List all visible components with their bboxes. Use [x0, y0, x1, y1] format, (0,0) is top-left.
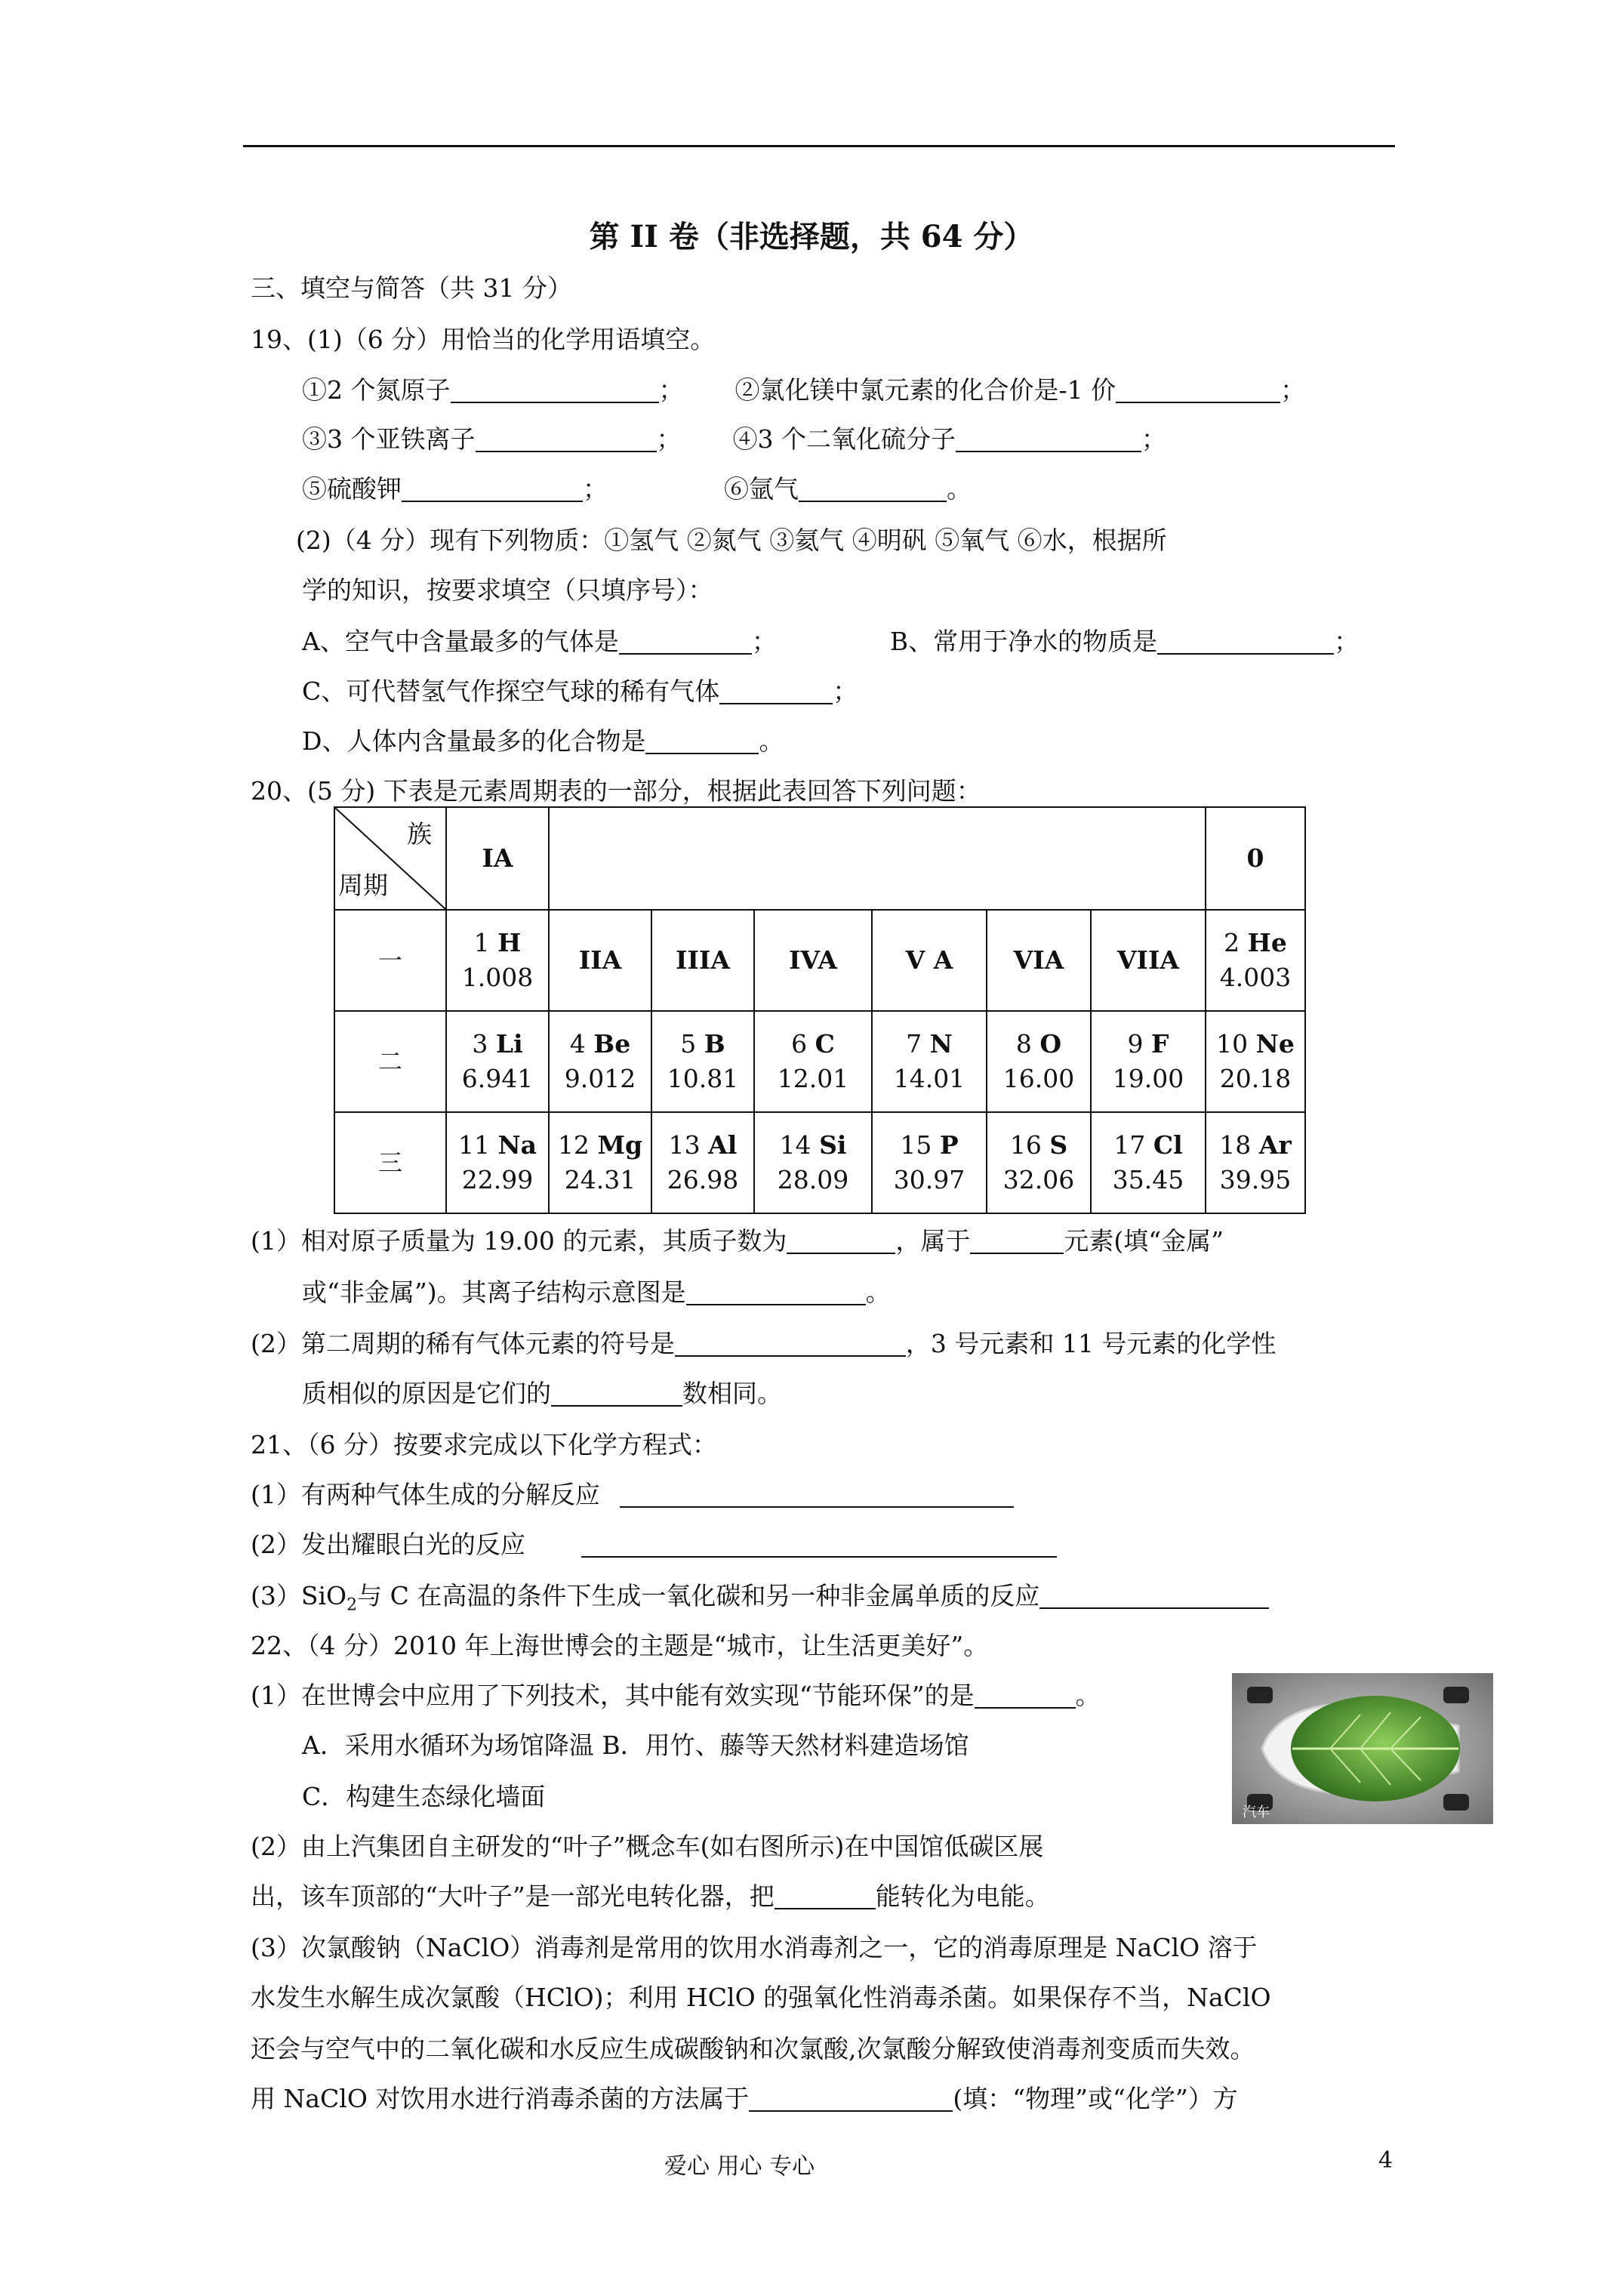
q22-s3-line1: (3）次氯酸钠（NaClO）消毒剂是常用的饮用水消毒剂之一，它的消毒原理是 NaClO 溶于: [251, 1933, 1258, 1962]
svg-text:汽车: 汽车: [1243, 1804, 1270, 1820]
q20-s1-line2: 或“非金属”)。其离子结构示意图是 。: [302, 1277, 891, 1307]
periodic-table: [334, 806, 1306, 1214]
element-cell: 6 C 12.01: [754, 1011, 872, 1112]
q21-s2: (2）发出耀眼白光的反应: [251, 1530, 1057, 1560]
answer-blank[interactable]: [619, 629, 752, 655]
q19-D: D、人体内含量最多的化合物是: [302, 726, 646, 756]
q19-row-C: C、可代替氢气作探空气球的稀有气体 ；: [302, 676, 858, 706]
period-1: 一: [334, 910, 446, 1011]
q21-s1: (1）有两种气体生成的分解反应: [251, 1480, 1014, 1510]
period-3-row: [334, 1112, 1305, 1213]
answer-blank[interactable]: [402, 476, 583, 502]
answer-blank[interactable]: [581, 1532, 1057, 1558]
element-cell-He: 2 He 4.003: [1206, 910, 1305, 1011]
element-cell: 9 F 19.00: [1091, 1011, 1206, 1112]
q21-intro: 21、（6 分）按要求完成以下化学方程式：: [251, 1430, 717, 1459]
answer-blank[interactable]: [1039, 1583, 1269, 1609]
element-cell: 7 N 14.01: [872, 1011, 987, 1112]
group-IVA-header: IVA: [754, 910, 872, 1011]
leaf-concept-car-image: [1232, 1673, 1493, 1824]
answer-blank[interactable]: [970, 1228, 1064, 1254]
group-VA-header: V A: [872, 910, 987, 1011]
group-VIIA-header: VIIA: [1091, 910, 1206, 1011]
q19-B: B、常用于净水的物质是: [889, 627, 1158, 656]
q22-intro: 22、（4 分）2010 年上海世博会的主题是“城市，让生活更美好”。: [251, 1631, 989, 1660]
q22-s2-line1: (2）由上汽集团自主研发的“叶子”概念车(如右图所示)在中国馆低碳区展: [251, 1832, 1044, 1861]
answer-blank[interactable]: [620, 1482, 1014, 1508]
answer-blank[interactable]: [719, 679, 833, 704]
element-cell: 14 Si 28.09: [754, 1112, 872, 1213]
q19-p2-line1: (2)（4 分）现有下列物质：①氢气 ②氮气 ③氦气 ④明矾 ⑤氧气 ⑥水，根据所: [296, 525, 1167, 555]
header-empty-span: [549, 807, 1206, 910]
group-VIA-header: VIA: [987, 910, 1091, 1011]
answer-blank[interactable]: [956, 427, 1141, 452]
q19-item4: ④3 个二氧化硫分子: [732, 424, 956, 454]
q19-intro: 19、(1)（6 分）用恰当的化学用语填空。: [251, 325, 716, 354]
answer-blank[interactable]: [476, 427, 657, 452]
q22-s3-line4: 用 NaClO 对饮用水进行消毒杀菌的方法属于 (填：“物理”或“化学”）方: [251, 2084, 1238, 2113]
group-IIIA-header: IIIA: [651, 910, 754, 1011]
element-cell: 3 Li 6.941: [446, 1011, 549, 1112]
q19-row3: ⑤硫酸钾 ； ⑥氩气 。: [302, 474, 972, 504]
element-cell: 15 P 30.97: [872, 1112, 987, 1213]
answer-blank[interactable]: [675, 1331, 906, 1357]
q20-s1-line1: (1）相对原子质量为 19.00 的元素，其质子数为 ，属于 元素(填“金属”: [251, 1226, 1224, 1256]
element-cell: 12 Mg 24.31: [549, 1112, 651, 1213]
element-cell: 16 S 32.06: [987, 1112, 1091, 1213]
element-cell: 13 Al 26.98: [651, 1112, 754, 1213]
footer-motto: 爱心 用心 专心: [664, 2153, 815, 2180]
element-cell: 8 O 16.00: [987, 1011, 1091, 1112]
leaf-car-illustration: [1232, 1673, 1493, 1824]
q20-s2-line2: 质相似的原因是它们的 数相同。: [302, 1379, 782, 1408]
answer-blank[interactable]: [686, 1280, 866, 1305]
answer-blank[interactable]: [975, 1683, 1076, 1709]
q22-s2-line2: 出，该车顶部的“大叶子”是一部光电转化器，把 能转化为电能。: [251, 1881, 1050, 1911]
q19-item5: ⑤硫酸钾: [302, 474, 402, 504]
answer-blank[interactable]: [551, 1381, 682, 1407]
q19-p2-line2: 学的知识，按要求填空（只填序号）：: [302, 575, 713, 605]
answer-blank[interactable]: [451, 378, 659, 403]
q22-s3-line2: 水发生水解生成次氯酸（HClO)；利用 HClO 的强氧化性消毒杀菌。如果保存不当，NaClO: [251, 1983, 1271, 2012]
q19-A: A、空气中含量最多的气体是: [302, 627, 619, 656]
q19-item6: ⑥氩气: [724, 474, 799, 504]
header-rule: [243, 145, 1395, 147]
group-IA-header: IA: [446, 807, 549, 910]
q22-s3-line3: 还会与空气中的二氧化碳和水反应生成碳酸钠和次氯酸,次氯酸分解致使消毒剂变质而失效。: [251, 2034, 1255, 2063]
q19-item3: ③3 个亚铁离子: [302, 424, 476, 454]
element-cell: 17 Cl 35.45: [1091, 1112, 1206, 1213]
q20-intro: 20、(5 分) 下表是元素周期表的一部分，根据此表回答下列问题：: [251, 776, 981, 806]
element-cell: 10 Ne 20.18: [1206, 1011, 1305, 1112]
group-IIA-header: IIA: [549, 910, 651, 1011]
period-2: 二: [334, 1011, 446, 1112]
answer-blank[interactable]: [1157, 629, 1334, 655]
q19-row1: ①2 个氮原子 ； ②氯化镁中氯元素的化合价是-1 价 ；: [302, 375, 1306, 405]
element-cell: 4 Be 9.012: [549, 1011, 651, 1112]
q19-item2: ②氯化镁中氯元素的化合价是-1 价: [735, 375, 1116, 405]
q20-s2-line1: (2）第二周期的稀有气体元素的符号是 ，3 号元素和 11 号元素的化学性: [251, 1329, 1277, 1358]
answer-blank[interactable]: [749, 2086, 953, 2112]
q19-row-D: D、人体内含量最多的化合物是 。: [302, 726, 784, 756]
q22-options-AB: A．采用水循环为场馆降温 B．用竹、藤等天然材料建造场馆: [302, 1730, 969, 1760]
group-label: 族: [407, 819, 432, 849]
answer-blank[interactable]: [645, 729, 759, 754]
element-cell: 11 Na 22.99: [446, 1112, 549, 1213]
q21-s3: (3）SiO$_2$与 C 在高温的条件下生成一氧化碳和另一种非金属单质的反应: [251, 1581, 1269, 1621]
part3-heading: 三、填空与简答（共 31 分）: [251, 273, 572, 303]
element-cell: 5 B 10.81: [651, 1011, 754, 1112]
q22-s1: (1）在世博会中应用了下列技术，其中能有效实现“节能环保”的是 。: [251, 1681, 1101, 1710]
section-title: 第 II 卷（非选择题，共 64 分）: [589, 219, 1034, 254]
answer-blank[interactable]: [775, 1884, 876, 1909]
q19-item1: ①2 个氮原子: [302, 375, 451, 405]
q19-C: C、可代替氢气作探空气球的稀有气体: [302, 676, 720, 706]
element-cell-H: 1 H 1.008: [446, 910, 549, 1011]
answer-blank[interactable]: [787, 1228, 895, 1254]
group-0-header: 0: [1206, 807, 1305, 910]
q22-option-C: C．构建生态绿化墙面: [302, 1782, 546, 1811]
period-2-row: [334, 1011, 1305, 1112]
q19-row2: ③3 个亚铁离子 ； ④3 个二氧化硫分子 ；: [302, 424, 1166, 454]
period-3: 三: [334, 1112, 446, 1213]
element-cell: 18 Ar 39.95: [1206, 1112, 1305, 1213]
answer-blank[interactable]: [1116, 378, 1280, 403]
period-label: 周期: [338, 871, 388, 900]
q19-row-AB: A、空气中含量最多的气体是 ； B、常用于净水的物质是 ；: [302, 627, 1360, 656]
answer-blank[interactable]: [799, 476, 947, 502]
table-corner-cell: [334, 807, 446, 910]
page-number: 4: [1378, 2147, 1394, 2174]
